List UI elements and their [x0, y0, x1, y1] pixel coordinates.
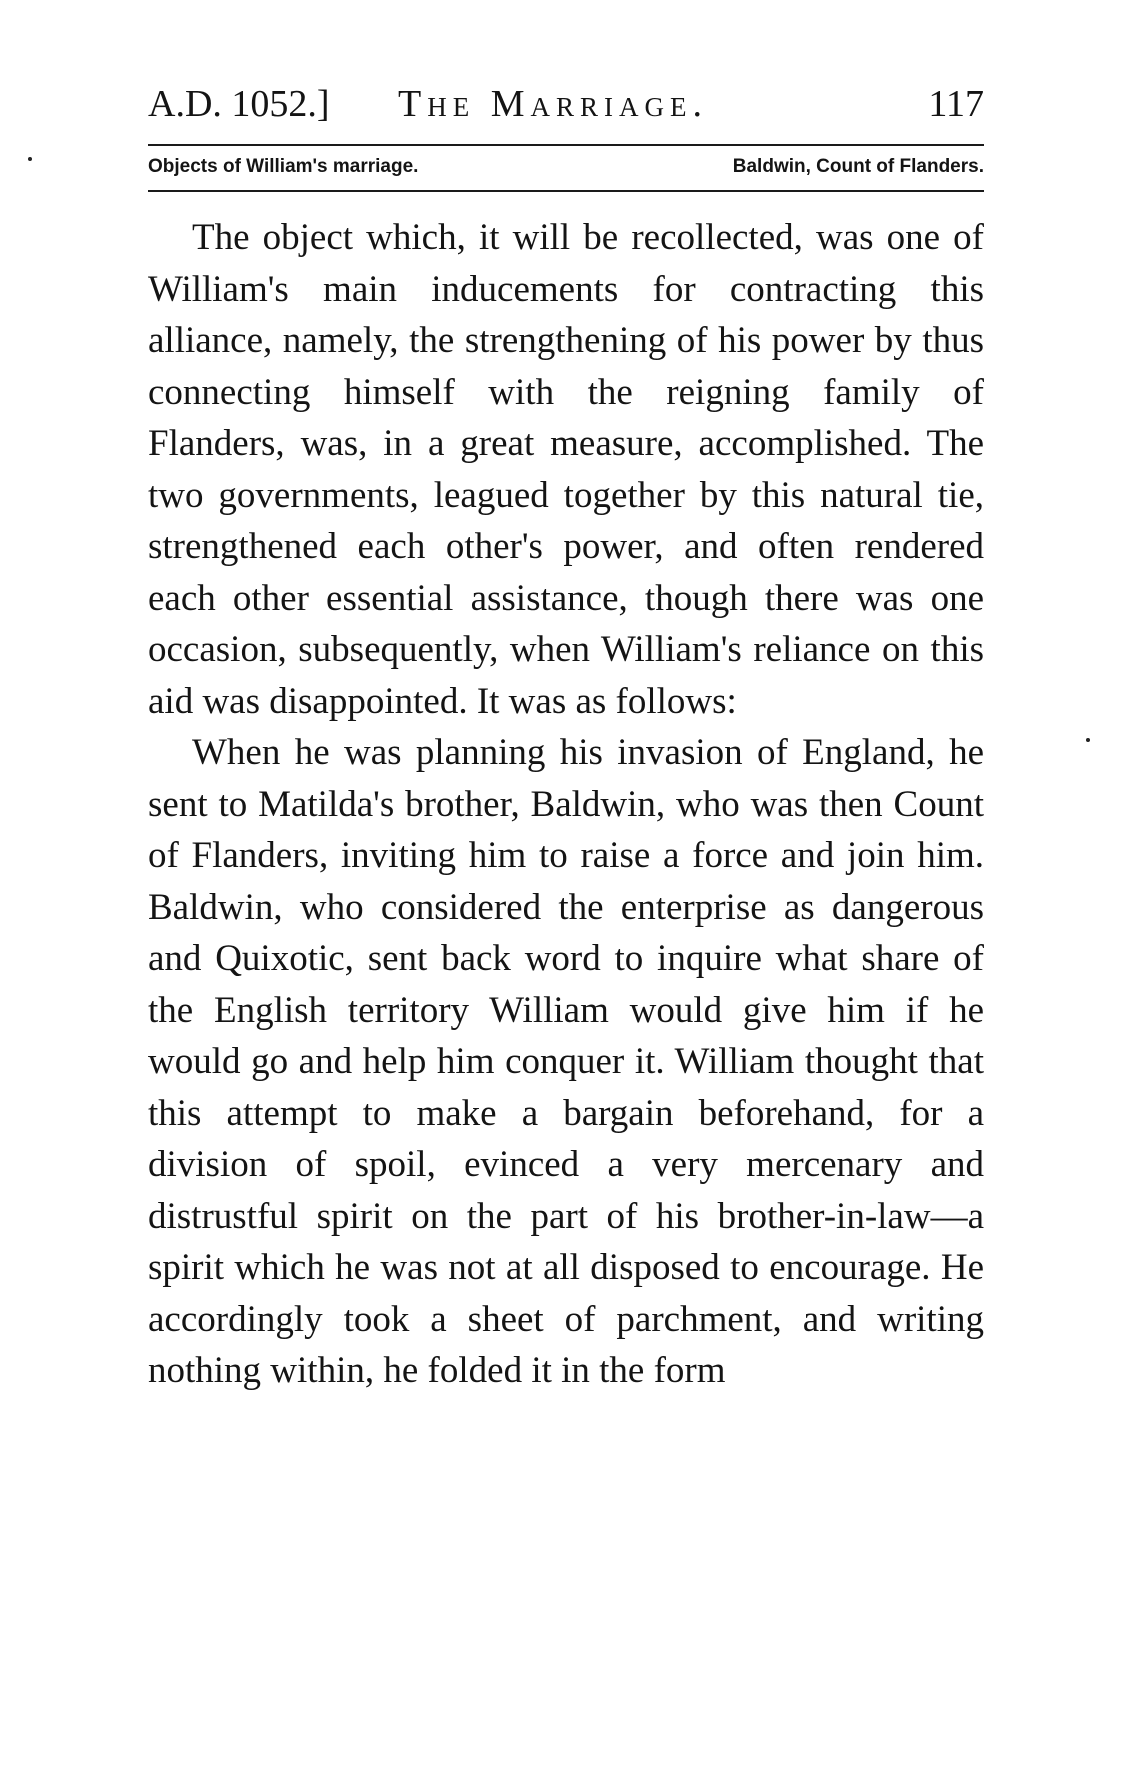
paragraph-2: When he was planning his invasion of England, he sent to Matilda's brother, Baldwin, who was then Count of Flanders, inviting him to raise a force and join him. Baldwin, who considered the enterprise as dangerous and Quixotic, sent back word to inquire what share of the English territory William would give him if he would go and help him conquer it. William thought that this attempt to make a bargain beforehand, for a division of spoil, evinced a very mercenary and distrustful spirit on the part of his brother-in-law—a spirit which he was not at all disposed to encourage. He accordingly took a sheet of parchment, and writing nothing within, he folded it in the form — [148, 732, 984, 1391]
header-date: A.D. 1052.] — [148, 83, 330, 125]
side-heading-left: Objects of William's marriage. — [148, 156, 419, 177]
chapter-title: The Marriage. — [398, 83, 708, 125]
header-rule-top — [148, 144, 984, 146]
page-number: 117 — [928, 83, 984, 125]
running-head — [148, 78, 984, 130]
scan-speck — [28, 157, 32, 161]
scan-speck — [1086, 738, 1090, 742]
paragraph-1: The object which, it will be recollected, was one of William's main inducements for contracting this alliance, namely, the strengthening of his power by thus connecting himself with the reigning family of Flanders, was, in a great measure, accomplished. The two governments, leagued together by this natural tie, strengthened each other's power, and often rendered each other essential assistance, though there was one occasion, subsequently, when William's reliance on this aid was disappointed. It was as follows: — [148, 217, 984, 722]
body-text — [148, 212, 984, 1397]
book-page — [148, 78, 984, 1397]
side-headings — [148, 152, 984, 182]
header-rule-bottom — [148, 190, 984, 192]
side-heading-right: Baldwin, Count of Flanders. — [732, 156, 984, 177]
